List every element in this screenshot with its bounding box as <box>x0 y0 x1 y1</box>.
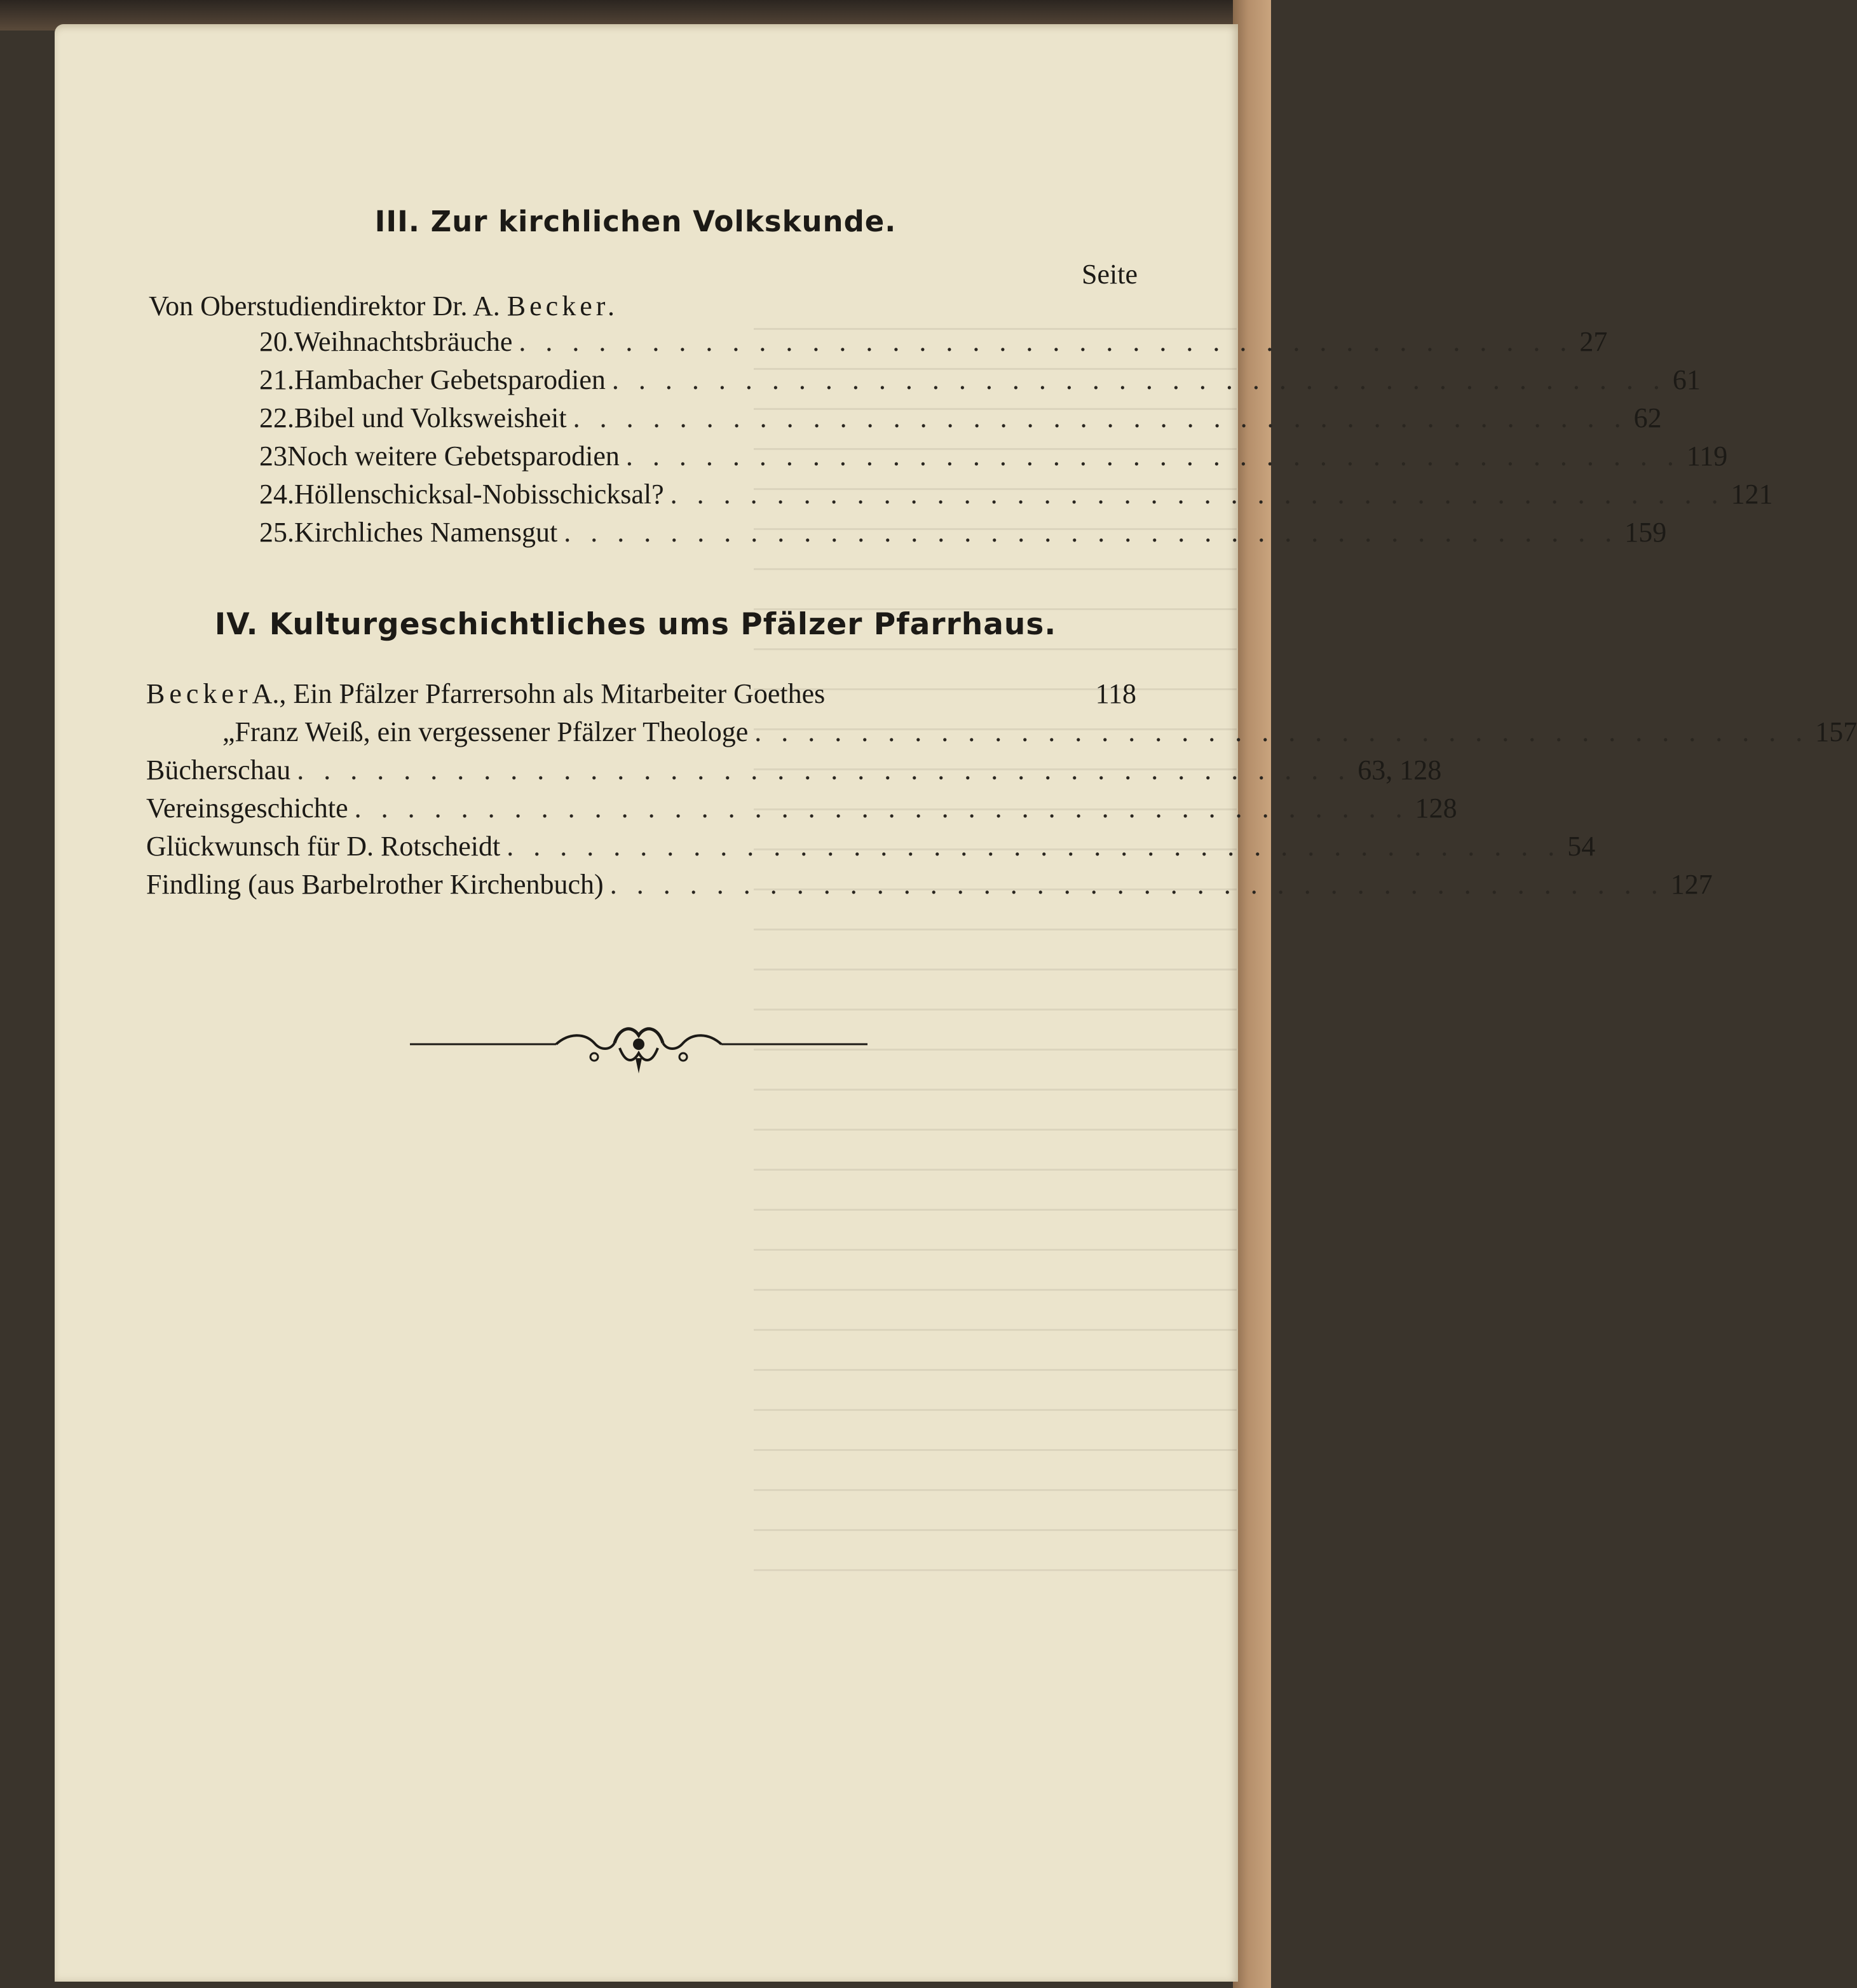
toc-entry <box>222 716 1857 754</box>
entry-number: 23 <box>259 440 287 472</box>
entry-page: 157 <box>1815 716 1857 747</box>
dot-leader: . . . . . . . . . . . . . . . . . . . . . . . . . . . . . . . . . . . . . . . . <box>573 402 1628 433</box>
toc-entry <box>259 402 1662 440</box>
entry-title: Bibel und Volksweisheit <box>294 402 567 433</box>
dot-leader: . . . . . . . . . . . . . . . . . . . . . . . . . . . . . . . . . . . . . . . . <box>609 869 1664 900</box>
toc-entry <box>146 830 1596 868</box>
toc-entry <box>259 325 1608 364</box>
dot-leader: . . . . . . . . . . . . . . . . . . . . . . . . . . . . . . . . . . . . . . . . <box>297 754 1352 786</box>
entry-title: Höllenschicksal-Nobisschicksal? <box>294 479 664 510</box>
entry-page: 62 <box>1633 402 1662 433</box>
ditto-mark: „ <box>222 716 235 747</box>
toc-entry <box>146 677 1136 716</box>
dot-leader: . . . . . . . . . . . . . . . . . . . . . . . . . . . . . . . . . . . . . . . . <box>564 517 1619 548</box>
author-prefix: Von Oberstudiendirektor Dr. A. <box>149 290 507 322</box>
entry-title: Kirchliches Namensgut <box>294 517 558 548</box>
entry-author: Becker <box>146 678 252 709</box>
entry-page: 54 <box>1567 831 1596 862</box>
toc-entry <box>146 754 1442 792</box>
entry-page: 63, 128 <box>1357 754 1442 786</box>
section-3-author <box>149 290 618 322</box>
entry-title: Hambacher Gebetsparodien <box>294 364 606 395</box>
dot-leader: . . . . . . . . . . . . . . . . . . . . . . . . . . . . . . . . . . . . . . . . <box>754 716 1809 747</box>
entry-page: 128 <box>1415 793 1457 824</box>
section-3-heading: III. Zur kirchlichen Volkskunde. <box>374 205 897 238</box>
entry-number: 21. <box>259 364 294 395</box>
dot-leader: . . . . . . . . . . . . . . . . . . . . . . . . . . . . . . . . . . . . . . . . <box>507 831 1561 862</box>
entry-title: Noch weitere Gebetsparodien <box>287 440 620 472</box>
entry-title: Franz Weiß, ein vergessener Pfälzer Theologe <box>235 716 749 747</box>
entry-page: 121 <box>1731 479 1773 510</box>
dot-leader: . . . . . . . . . . . . . . . . . . . . . . . . . . . . . . . . . . . . . . . . <box>625 440 1680 472</box>
entry-title: Weihnachtsbräuche <box>294 326 513 357</box>
dot-leader: . . . . . . . . . . . . . . . . . . . . . . . . . . . . . . . . . . . . . . . . <box>611 364 1666 395</box>
toc-entry <box>259 364 1701 402</box>
entry-number: 24. <box>259 479 294 510</box>
page-column-header: Seite <box>1082 259 1138 290</box>
entry-page: 118 <box>1095 678 1136 709</box>
toc-entry <box>146 868 1713 906</box>
toc-entry <box>259 440 1728 478</box>
dot-leader: . . . . . . . . . . . . . . . . . . . . . . . . . . . . . . . . . . . . . . . . <box>519 326 1574 357</box>
entry-title: A., Ein Pfälzer Pfarrersohn als Mitarbeiter Goethes <box>252 678 826 709</box>
ornament-divider-icon <box>410 1020 867 1077</box>
entry-page: 61 <box>1672 364 1701 395</box>
dot-leader: . . . . . . . . . . . . . . . . . . . . . . . . . . . . . . . . . . . . . . . . <box>354 793 1409 824</box>
author-name: Becker. <box>507 290 618 322</box>
entry-title: Findling (aus Barbelrother Kirchenbuch) <box>146 869 604 900</box>
toc-entry <box>259 516 1667 554</box>
entry-number: 20. <box>259 326 294 357</box>
entry-page: 119 <box>1686 440 1728 472</box>
dot-leader: . . . . . . . . . . . . . . . . . . . . . . . . . . . . . . . . . . . . . . . . <box>670 479 1725 510</box>
entry-page: 27 <box>1579 326 1608 357</box>
entry-title: Bücherschau <box>146 754 291 786</box>
entry-page: 159 <box>1624 517 1667 548</box>
toc-entry <box>146 792 1457 830</box>
section-4-heading: IV. Kulturgeschichtliches ums Pfälzer Pfarrhaus. <box>214 607 1057 642</box>
toc-entry <box>259 478 1773 516</box>
entry-number: 25. <box>259 517 294 548</box>
entry-number: 22. <box>259 402 294 433</box>
entry-title: Vereinsgeschichte <box>146 793 348 824</box>
entry-page: 127 <box>1670 869 1713 900</box>
entry-title: Glückwunsch für D. Rotscheidt <box>146 831 501 862</box>
book-board-edge <box>1233 0 1271 1988</box>
